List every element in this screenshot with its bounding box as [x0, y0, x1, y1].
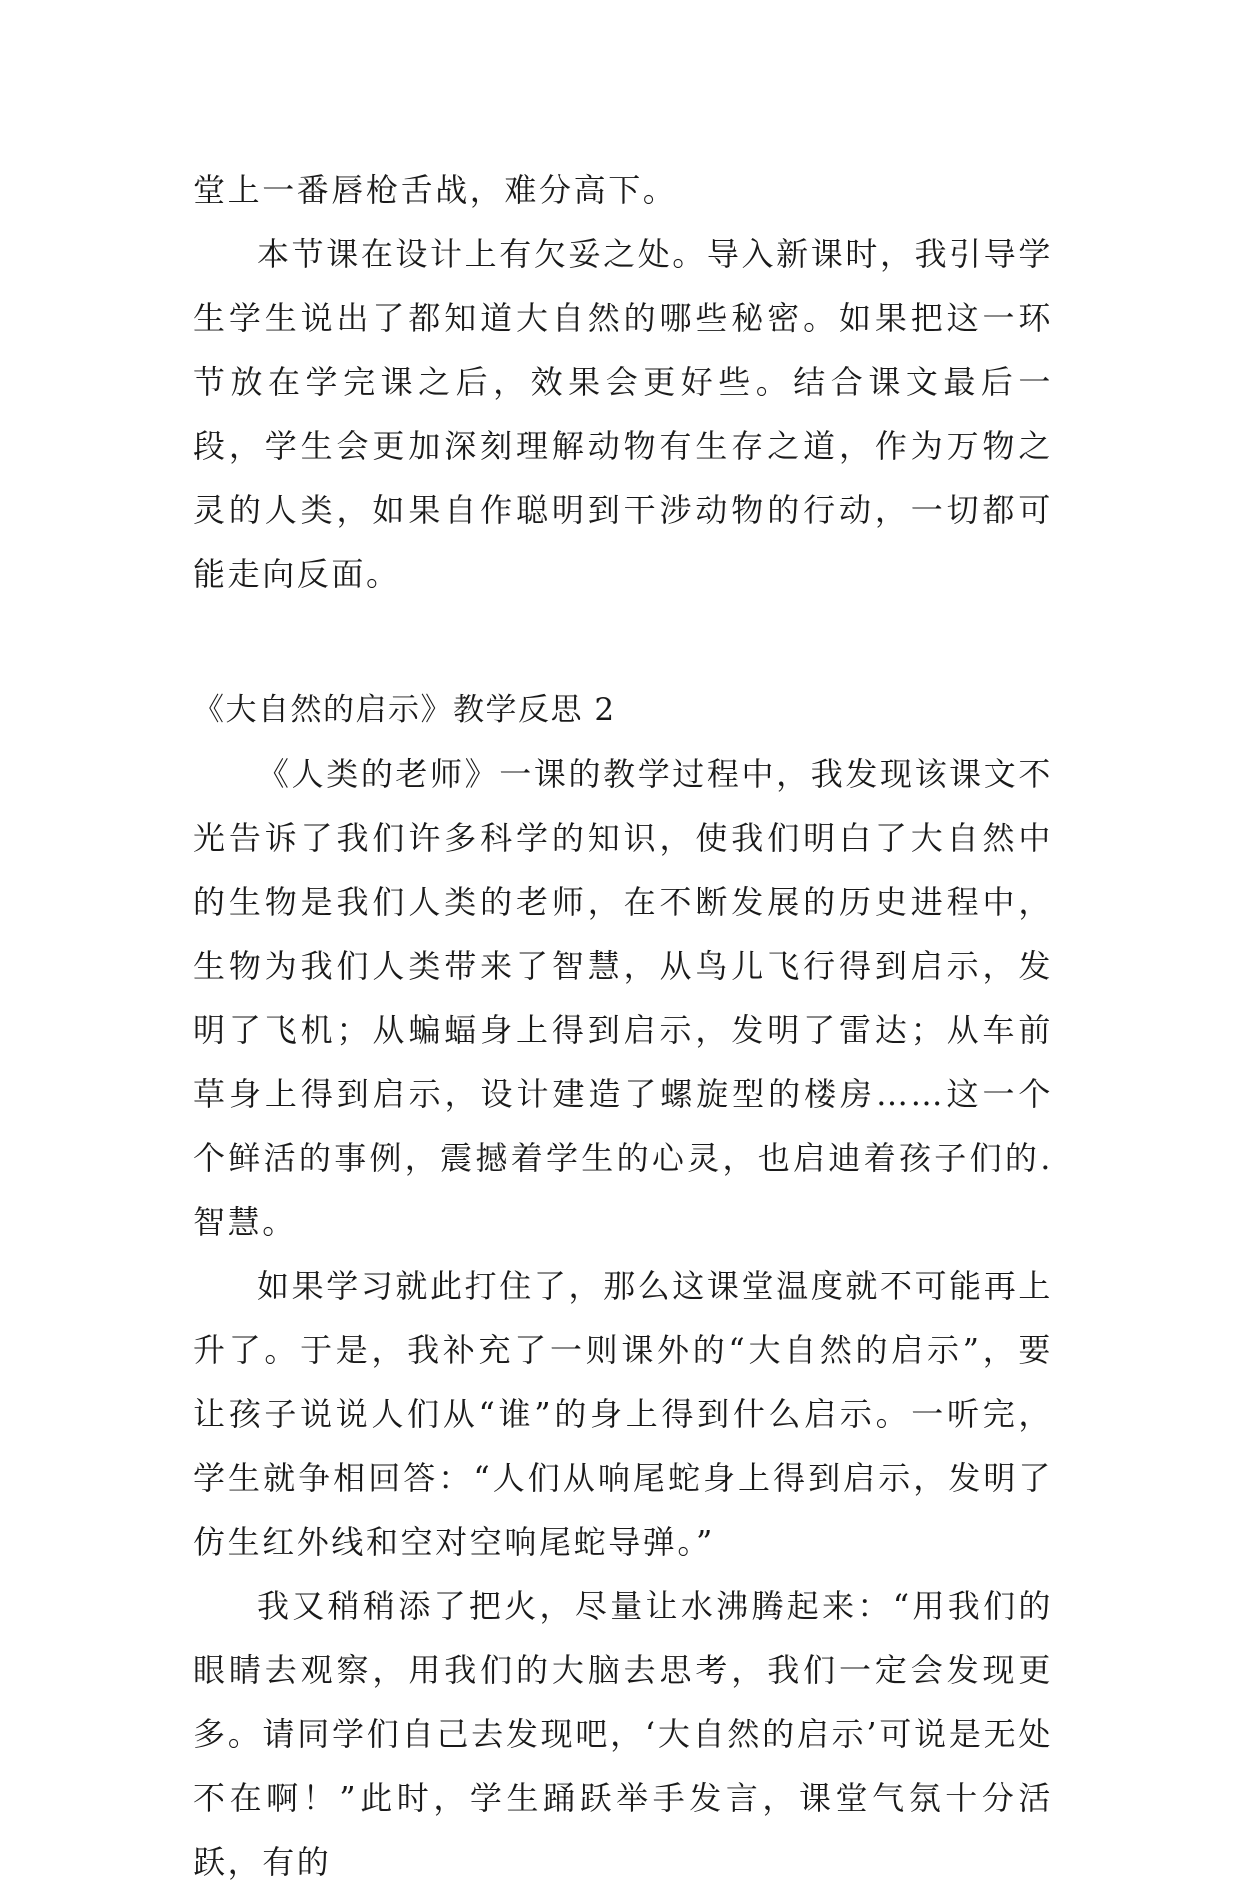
section-heading: 《大自然的启示》教学反思 2 — [193, 692, 616, 728]
paragraph-discussion: 我又稍稍添了把火，尽量让水沸腾起来：“用我们的眼睛去观察，用我们的大脑去思考，我们一定会发现更多。请同学们自己去发现吧，‘大自然的启示’可说是无处不在啊！”此时，学生踊跃举手发言，课堂气氛十分活跃，有的 — [193, 1587, 1053, 1881]
paragraph-supplement: 如果学习就此打住了，那么这课堂温度就不可能再上升了。于是，我补充了一则课外的“大自然的启示”，要让孩子说说人们从“谁”的身上得到什么启示。一听完，学生就争相回答：“人们从响尾蛇身上得到启示，发明了仿生红外线和空对空响尾蛇导弹。” — [193, 1267, 1053, 1561]
paragraph-continuation: 堂上一番唇枪舌战，难分高下。 — [193, 171, 678, 209]
paragraph-human-teacher: 《人类的老师》一课的教学过程中，我发现该课文不光告诉了我们许多科学的知识，使我们明白了大自然中的生物是我们人类的老师，在不断发展的历史进程中，生物为我们人类带来了智慧，从鸟儿飞行得到启示，发明了飞机；从蝙蝠身上得到启示，发明了雷达；从车前草身上得到启示，设计建造了螺旋型的楼房……这一个个鲜活的事例，震撼着学生的心灵，也启迪着孩子们的.智慧。 — [193, 755, 1053, 1241]
document-body — [193, 158, 1053, 1894]
paragraph-design-flaws: 本节课在设计上有欠妥之处。导入新课时，我引导学生学生说出了都知道大自然的哪些秘密。如果把这一环节放在学完课之后，效果会更好些。结合课文最后一段，学生会更加深刻理解动物有生存之道，作为万物之灵的人类，如果自作聪明到干涉动物的行动，一切都可能走向反面。 — [193, 235, 1053, 593]
